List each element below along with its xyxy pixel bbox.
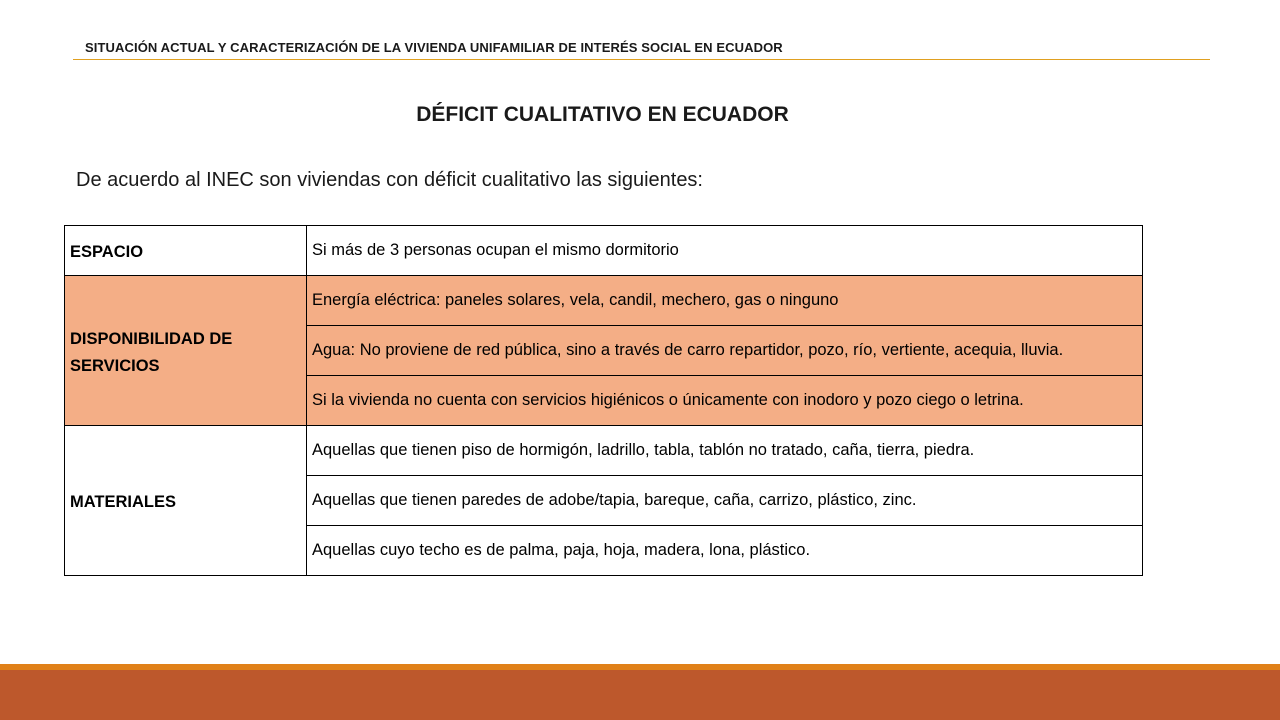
table-cell: Aquellas que tienen paredes de adobe/tapia, bareque, caña, carrizo, plástico, zinc.: [307, 476, 1143, 526]
slide-title: DÉFICIT CUALITATIVO EN ECUADOR: [416, 103, 789, 126]
header-divider: [73, 59, 1210, 60]
category-servicios: DISPONIBILIDAD DE SERVICIOS: [65, 276, 307, 426]
category-materiales: MATERIALES: [65, 426, 307, 576]
category-espacio: ESPACIO: [65, 226, 307, 276]
footer-band: [0, 670, 1280, 720]
table-row: [65, 226, 1143, 276]
intro-text: De acuerdo al INEC son viviendas con déficit cualitativo las siguientes:: [76, 169, 703, 191]
table-cell: Si más de 3 personas ocupan el mismo dormitorio: [307, 226, 1143, 276]
table-row: [65, 276, 1143, 326]
table-cell: Aquellas cuyo techo es de palma, paja, hoja, madera, lona, plástico.: [307, 526, 1143, 576]
deficit-table: [64, 225, 1143, 576]
table-cell: Energía eléctrica: paneles solares, vela, candil, mechero, gas o ninguno: [307, 276, 1143, 326]
table-row: [65, 426, 1143, 476]
table-cell: Agua: No proviene de red pública, sino a través de carro repartidor, pozo, río, vertiente, acequia, lluvia.: [307, 326, 1143, 376]
table-cell: Aquellas que tienen piso de hormigón, ladrillo, tabla, tablón no tratado, caña, tierra, piedra.: [307, 426, 1143, 476]
header-title: SITUACIÓN ACTUAL Y CARACTERIZACIÓN DE LA VIVIENDA UNIFAMILIAR DE INTERÉS SOCIAL EN ECUADOR: [85, 40, 783, 55]
table-cell: Si la vivienda no cuenta con servicios higiénicos o únicamente con inodoro y pozo ciego o letrina.: [307, 376, 1143, 426]
